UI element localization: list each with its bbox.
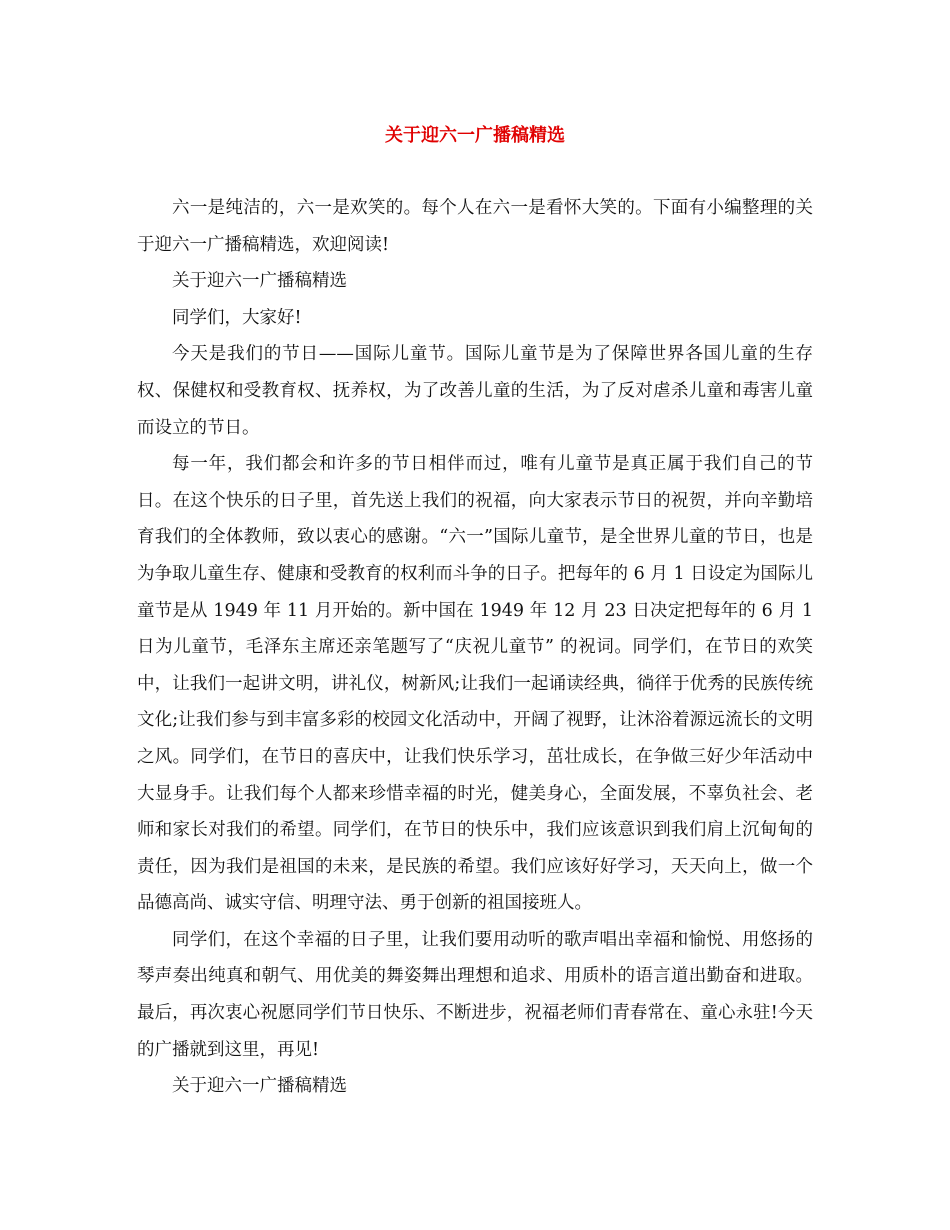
closing-paragraph: 同学们，在这个幸福的日子里，让我们要用动听的歌声唱出幸福和愉悦、用悠扬的琴声奏出纯真和朝气、用优美的舞姿舞出理想和追求、用质朴的语言道出勤奋和进取。最后，再次衷心祝愿同学们节日快乐、不断进步，祝福老师们青春常在、童心永驻!今天的广播就到这里，再见! bbox=[137, 929, 813, 1060]
greeting-paragraph: 同学们，大家好! bbox=[172, 307, 302, 328]
document-body bbox=[137, 190, 813, 1105]
section-heading: 关于迎六一广播稿精选 bbox=[172, 1076, 347, 1097]
document-title: 关于迎六一广播稿精选 bbox=[385, 125, 565, 146]
intro-paragraph: 六一是纯洁的，六一是欢笑的。每个人在六一是看怀大笑的。下面有小编整理的关于迎六一广播稿精选，欢迎阅读! bbox=[137, 198, 813, 255]
section-heading: 关于迎六一广播稿精选 bbox=[172, 271, 347, 292]
body-paragraph: 今天是我们的节日——国际儿童节。国际儿童节是为了保障世界各国儿童的生存权、保健权和受教育权、抚养权，为了改善儿童的生活，为了反对虐杀儿童和毒害儿童而设立的节日。 bbox=[137, 344, 813, 438]
body-paragraph: 每一年，我们都会和许多的节日相伴而过，唯有儿童节是真正属于我们自己的节日。在这个快乐的日子里，首先送上我们的祝福，向大家表示节日的祝贺，并向辛勤培育我们的全体教师，致以衷心的感谢。“六一”国际儿童节，是全世界儿童的节日，也是为争取儿童生存、健康和受教育的权利而斗争的日子。把每年的 6 月 1 日设定为国际儿童节是从 1949 年 11 月开始的。新中国在 1949 年 12 月 23 日决定把每年的 6 月 1 日为儿童节，毛泽东主席还亲笔题写了“庆祝儿童节” 的祝词。同学们，在节日的欢笑中，让我们一起讲文明，讲礼仪，树新风;让我们一起诵读经典，徜徉于优秀的民族传统文化;让我们参与到丰富多彩的校园文化活动中，开阔了视野，让沐浴着源远流长的文明之风。同学们，在节日的喜庆中，让我们快乐学习，茁壮成长，在争做三好少年活动中大显身手。让我们每个人都来珍惜幸福的时光，健美身心，全面发展，不辜负社会、老师和家长对我们的希望。同学们，在节日的快乐中，我们应该意识到我们肩上沉甸甸的责任，因为我们是祖国的未来，是民族的希望。我们应该好好学习，天天向上，做一个品德高尚、诚实守信、明理守法、勇于创新的祖国接班人。 bbox=[137, 454, 813, 914]
